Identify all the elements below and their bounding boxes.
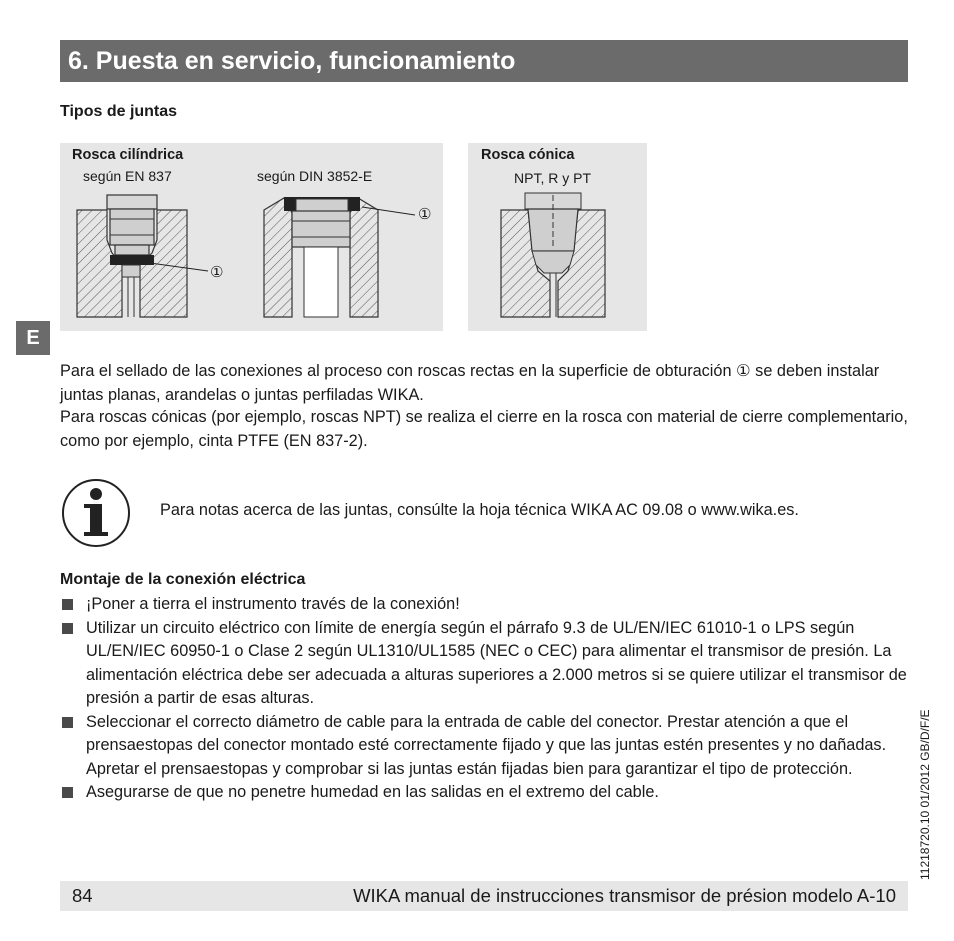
seals-heading: Tipos de juntas bbox=[60, 103, 178, 120]
npt-caption: NPT, R y PT bbox=[514, 170, 592, 186]
conical-paragraph: Para roscas cónicas (por ejemplo, roscas NPT) se realiza el cierre en la rosca con material de cierre complementario, como por ejemplo, cinta PTFE (EN 837-2). bbox=[60, 408, 908, 450]
conical-thread-figure bbox=[468, 143, 647, 331]
bullet-square-icon bbox=[62, 623, 73, 634]
language-tab: E bbox=[16, 321, 50, 355]
note-text: Para notas acerca de las juntas, consúlte la hoja técnica WIKA AC 09.08 o www.wika.es. bbox=[160, 501, 799, 519]
document-code: 11218720.10 01/2012 GB/D/F/E bbox=[918, 709, 932, 880]
marker-1-left: ① bbox=[210, 264, 224, 281]
info-icon bbox=[60, 477, 132, 549]
cylindrical-thread-title: Rosca cilíndrica bbox=[72, 147, 184, 163]
footer bbox=[60, 881, 908, 911]
bullet-text: ¡Poner a tierra el instrumento través de la conexión! bbox=[86, 595, 460, 613]
bullet-text: Asegurarse de que no penetre humedad en las salidas en el extremo del cable. bbox=[86, 783, 659, 801]
din3852-caption: según DIN 3852-E bbox=[257, 168, 373, 184]
section-title: 6. Puesta en servicio, funcionamiento bbox=[60, 40, 908, 82]
bullet-item bbox=[60, 711, 908, 782]
cylindrical-thread-figure bbox=[60, 143, 443, 331]
sealing-paragraph: Para el sellado de las conexiones al proceso con roscas rectas en la superficie de obturación ① se deben instalar juntas planas, arandelas o juntas perfiladas WIKA. bbox=[60, 362, 880, 404]
marker-1-right: ① bbox=[418, 206, 432, 223]
conical-thread-drawing bbox=[468, 143, 647, 331]
bullet-square-icon bbox=[62, 787, 73, 798]
bullet-square-icon bbox=[62, 717, 73, 728]
footer-title: WIKA manual de instrucciones transmisor de présion modelo A-10 bbox=[353, 885, 896, 906]
bullet-square-icon bbox=[62, 599, 73, 610]
page-number: 84 bbox=[72, 885, 93, 906]
bullet-item bbox=[60, 593, 908, 617]
bullet-text: Seleccionar el correcto diámetro de cable para la entrada de cable del conector. Prestar atención a que el prensaestopas del conector montado esté correctamente fijado y que las juntas estén presentes y no dañadas. Apretar el prensaestopas y comprobar si las juntas están fijadas bien para garantizar el tipo de protección. bbox=[86, 712, 887, 778]
electrical-bullet-list bbox=[60, 593, 908, 805]
electrical-heading: Montaje de la conexión eléctrica bbox=[60, 571, 306, 588]
bullet-item bbox=[60, 781, 908, 805]
bullet-item bbox=[60, 617, 908, 711]
bullet-text: Utilizar un circuito eléctrico con límite de energía según el párrafo 9.3 de UL/EN/IEC 61010-1 o LPS según UL/EN/IEC 60950-1 o Clase 2 según UL1310/UL1585 (NEC o CEC) para alimentar el transmisor de presión. La alimentación eléctrica debe ser adecuada a alturas superiores a 2.000 metros si se quiere utilizar el transmisor de presión a partir de esas alturas. bbox=[86, 618, 907, 707]
cylindrical-thread-drawing bbox=[60, 143, 443, 331]
conical-thread-title: Rosca cónica bbox=[481, 147, 575, 163]
en837-caption: según EN 837 bbox=[83, 168, 172, 184]
